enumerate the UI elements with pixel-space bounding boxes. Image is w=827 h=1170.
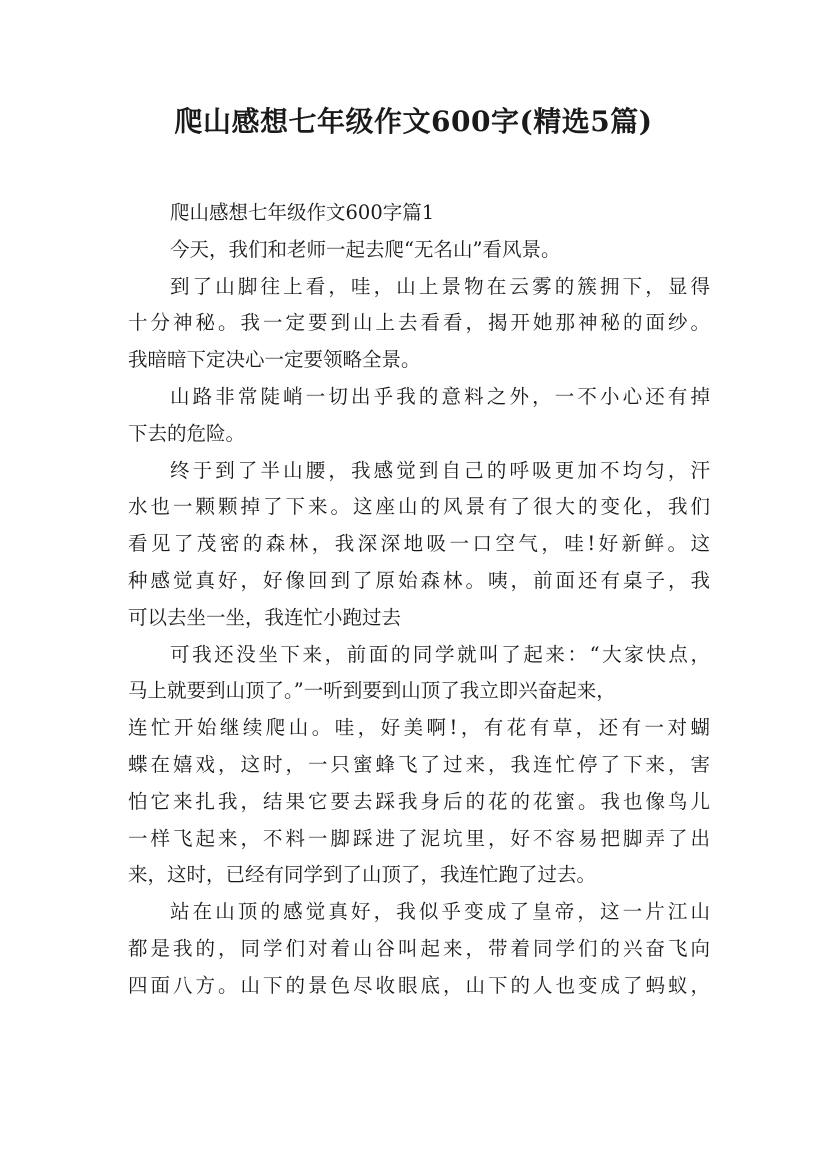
body-line: 种感觉真好，好像回到了原始森林。咦，前面还有桌子，我 [128, 568, 710, 592]
body-line: 可以去坐一坐，我连忙小跑过去 [128, 605, 402, 629]
section-heading: 爬山感想七年级作文600字篇1 [170, 201, 435, 224]
body-line: 可我还没坐下来，前面的同学就叫了起来：“大家快点， [170, 642, 710, 666]
body-line: 水也一颗颗掉了下来。这座山的风景有了很大的变化，我们 [128, 495, 710, 519]
body-line: 今天，我们和老师一起去爬“无名山”看风景。 [170, 237, 561, 261]
body-line: 马上就要到山顶了。”一听到要到山顶了我立即兴奋起来， [128, 679, 616, 703]
body-line: 来，这时，已经有同学到了山顶了，我连忙跑了过去。 [128, 863, 597, 887]
body-line: 终于到了半山腰，我感觉到自己的呼吸更加不均匀，汗 [170, 458, 710, 482]
body-line: 怕它来扎我，结果它要去踩我身后的花的花蜜。我也像鸟儿 [128, 789, 710, 813]
document-title: 爬山感想七年级作文600字(精选5篇) [174, 105, 653, 138]
body-line: 都是我的，同学们对着山谷叫起来，带着同学们的兴奋飞向 [128, 936, 710, 960]
body-line: 蝶在嬉戏，这时，一只蜜蜂飞了过来，我连忙停了下来，害 [128, 752, 710, 776]
body-line: 山路非常陡峭一切出乎我的意料之外，一不小心还有掉 [170, 384, 710, 408]
body-line: 四面八方。山下的景色尽收眼底，山下的人也变成了蚂蚁， [128, 973, 710, 997]
body-line: 站在山顶的感觉真好，我似乎变成了皇帝，这一片江山 [170, 900, 710, 924]
body-line: 看见了茂密的森林，我深深地吸一口空气，哇!好新鲜。这 [128, 532, 710, 556]
body-line: 下去的危险。 [128, 421, 246, 445]
body-line: 到了山脚往上看，哇，山上景物在云雾的簇拥下，显得 [170, 274, 710, 298]
body-line: 我暗暗下定决心一定要领略全景。 [128, 348, 421, 372]
body-line: 一样飞起来，不料一脚踩进了泥坑里，好不容易把脚弄了出 [128, 826, 710, 850]
body-line: 连忙开始继续爬山。哇，好美啊!，有花有草，还有一对蝴 [128, 716, 710, 740]
body-line: 十分神秘。我一定要到山上去看看，揭开她那神秘的面纱。 [128, 311, 710, 335]
document-body [128, 195, 710, 1005]
